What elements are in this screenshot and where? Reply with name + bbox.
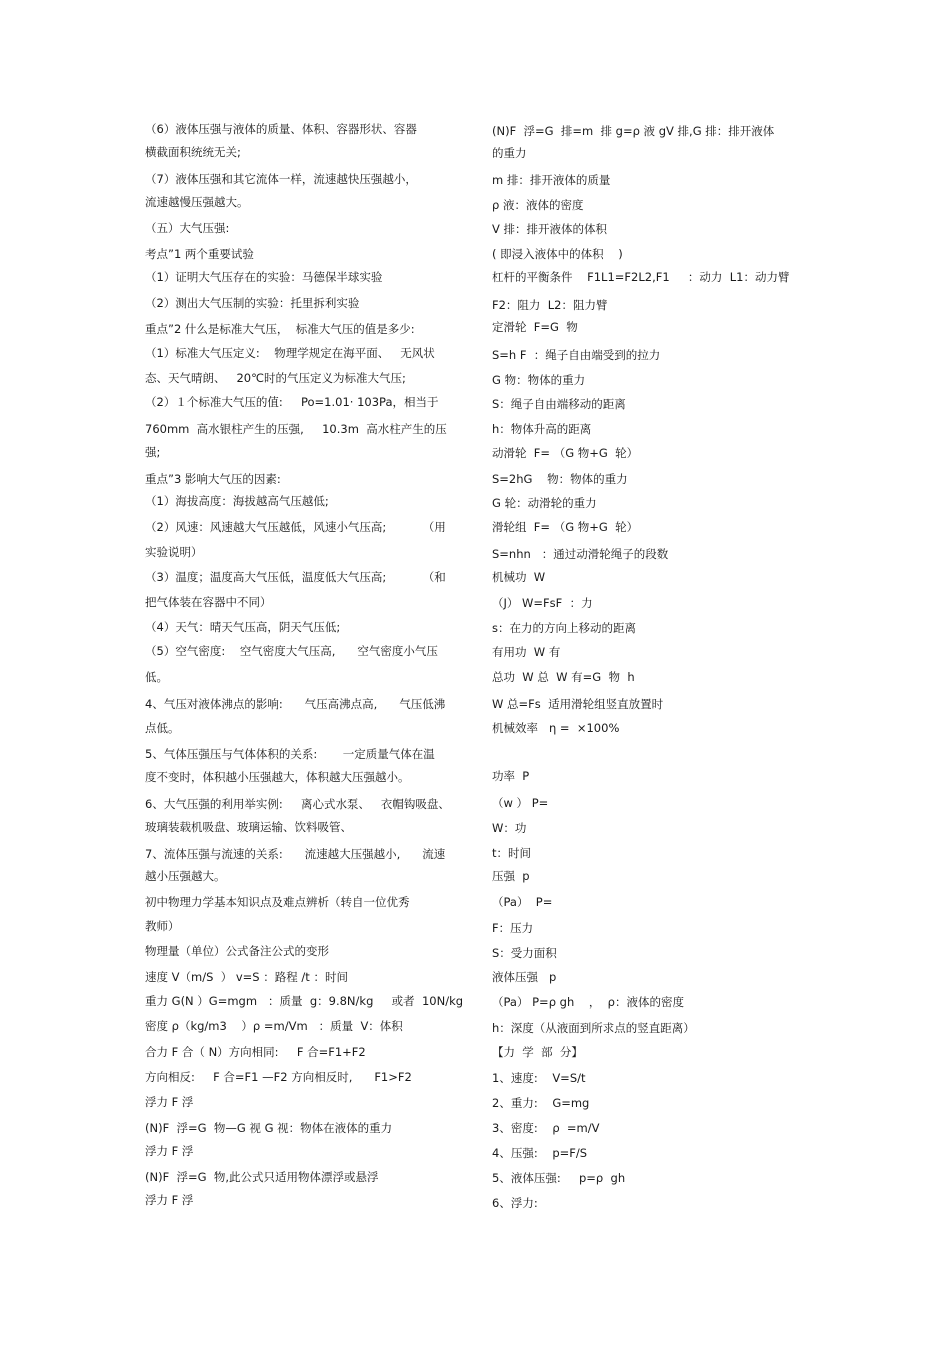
left-column-line: 把气体装在容器中不同）	[145, 595, 272, 609]
right-column-line: 压强 p	[492, 869, 530, 883]
right-column-line: 1、速度: V=S/t	[492, 1071, 586, 1085]
left-column-line: 态、天气晴朗、 20℃时的气压定义为标准大气压;	[145, 371, 406, 385]
right-column-line: 2、重力: G=mg	[492, 1096, 590, 1110]
right-column-line: 【力 学 部 分】	[492, 1045, 583, 1059]
left-column-line: 横截面积统统无关;	[145, 145, 241, 159]
right-column-line: 总功 W 总 W 有=G 物 h	[492, 670, 635, 684]
left-column-line: 4、气压对液体沸点的影响: 气压高沸点高, 气压低沸	[145, 697, 446, 711]
left-column-line: 760mm 高水银柱产生的压强, 10.3m 高水柱产生的压	[145, 422, 447, 436]
right-column-line: S：受力面积	[492, 946, 557, 960]
left-column-line: （3）温度；温度高大气压低，温度低大气压高; （和	[145, 570, 446, 584]
right-column-line: 功率 P	[492, 769, 530, 783]
left-column-line: 速度 V（m/S ） v=S ：路程 /t ：时间	[145, 970, 348, 984]
left-column-line: （1）海拔高度：海拔越高气压越低;	[145, 494, 329, 508]
right-column-line: V 排：排开液体的体积	[492, 222, 608, 236]
right-column-line: 的重力	[492, 146, 527, 160]
left-column-line: 度不变时，体积越小压强越大，体积越大压强越小。	[145, 770, 410, 784]
left-column-line: 5、气体压强压与气体体积的关系: 一定质量气体在温	[145, 747, 435, 761]
left-column-line: （五）大气压强:	[145, 221, 230, 235]
right-column-line: （J） W=FsF ：力	[492, 596, 593, 610]
left-column-line: 强;	[145, 445, 161, 459]
right-column-line: F：压力	[492, 921, 534, 935]
right-column-line: h：物体升高的距离	[492, 422, 592, 436]
left-column-line: 7、流体压强与流速的关系: 流速越大压强越小, 流速	[145, 847, 446, 861]
right-column-line: 4、压强: p=F/S	[492, 1146, 588, 1160]
right-column-line: （Pa） P=ρ gh ， ρ：液体的密度	[492, 995, 684, 1009]
right-column-line: W 总=Fs 适用滑轮组竖直放置时	[492, 697, 664, 711]
right-column-line: F2：阻力 L2：阻力臂	[492, 298, 608, 312]
left-column-line: （7）液体压强和其它流体一样，流速越快压强越小，	[145, 172, 417, 186]
right-column-line: 液体压强 p	[492, 970, 557, 984]
right-column-line: s：在力的方向上移动的距离	[492, 621, 636, 635]
right-column-line: （Pa） P=	[492, 895, 553, 909]
left-column-line: 教师）	[145, 919, 180, 933]
right-column-line: 定滑轮 F=G 物	[492, 320, 578, 334]
right-column-line: ρ 液：液体的密度	[492, 198, 584, 212]
right-column-line: t：时间	[492, 846, 532, 860]
left-column-line: （4）天气：晴天气压高，阴天气压低;	[145, 620, 341, 634]
left-column-line: （2）风速：风速越大气压越低，风速小气压高; （用	[145, 520, 446, 534]
left-column-line: 密度 ρ（kg/m3 ）ρ =m/Vm ：质量 V：体积	[145, 1019, 403, 1033]
right-column-line: 机械功 W	[492, 570, 546, 584]
right-column-line: (N)F 浮=G 排=m 排 g=ρ 液 gV 排,G 排：排开液体	[492, 124, 775, 138]
right-column-line: S=nhn ：通过动滑轮绳子的段数	[492, 547, 669, 561]
right-column-line: W：功	[492, 821, 527, 835]
left-column-line: 实验说明）	[145, 545, 203, 559]
right-column-line: 3、密度: ρ =m/V	[492, 1121, 600, 1135]
right-column-line: G 物：物体的重力	[492, 373, 586, 387]
left-column-line: 重点”2 什么是标准大气压， 标准大气压的值是多少:	[145, 322, 415, 336]
left-column-line: 重点”3 影响大气压的因素:	[145, 472, 281, 486]
right-column-line: 杠杆的平衡条件 F1L1=F2L2,F1 ：动力 L1：动力臂	[492, 270, 790, 284]
right-column-line: G 轮：动滑轮的重力	[492, 496, 597, 510]
left-column-line: 方向相反: F 合=F1 —F2 方向相反时, F1>F2	[145, 1070, 412, 1084]
right-column-line: h：深度（从液面到所求点的竖直距离）	[492, 1021, 695, 1035]
left-column-line: 初中物理力学基本知识点及难点辨析（转自一位优秀	[145, 895, 410, 909]
left-column-line: 流速越慢压强越大。	[145, 195, 249, 209]
right-column-line: ( 即浸入液体中的体积 )	[492, 247, 623, 261]
left-column-line: 浮力 F 浮	[145, 1193, 194, 1207]
right-column-line: 动滑轮 F= （G 物+G 轮）	[492, 446, 639, 460]
left-column-line: 考点”1 两个重要试验	[145, 247, 254, 261]
right-column-line: S：绳子自由端移动的距离	[492, 397, 626, 411]
left-column-line: （5）空气密度: 空气密度大气压高, 空气密度小气压	[145, 644, 438, 658]
right-column-line: 滑轮组 F= （G 物+G 轮）	[492, 520, 639, 534]
left-column-line: 合力 F 合（ N）方向相同: F 合=F1+F2	[145, 1045, 366, 1059]
left-column-line: （2）测出大气压制的实验：托里拆利实验	[145, 296, 360, 310]
left-column-line: （2）１个标准大气压的值: Po=1.01· 103Pa，相当于	[145, 395, 439, 409]
right-column-line: m 排：排开液体的质量	[492, 173, 611, 187]
left-column-line: 物理量（单位）公式备注公式的变形	[145, 944, 329, 958]
left-column-line: 重力 G(N ）G=mgm ：质量 g：9.8N/kg 或者 10N/kg	[145, 994, 464, 1008]
left-column-line: （1）证明大气压存在的实验：马德保半球实验	[145, 270, 383, 284]
left-column-line: 浮力 F 浮	[145, 1144, 194, 1158]
left-column-line: 玻璃装载机吸盘、玻璃运输、饮料吸管、	[145, 820, 352, 834]
right-column-line: S=2hG 物：物体的重力	[492, 472, 628, 486]
left-column-line: （1）标准大气压定义: 物理学规定在海平面、 无风状	[145, 346, 435, 360]
right-column-line: （w ） P=	[492, 796, 549, 810]
right-column-line: 有用功 W 有	[492, 645, 561, 659]
left-column-line: 低。	[145, 670, 168, 684]
left-column-line: 6、大气压强的利用举实例: 离心式水泵、 衣帽钩吸盘、	[145, 797, 450, 811]
left-column-line: 浮力 F 浮	[145, 1095, 194, 1109]
left-column-line: （6）液体压强与液体的质量、体积、容器形状、容器	[145, 122, 417, 136]
left-column-line: 点低。	[145, 721, 180, 735]
right-column-line: S=h F ：绳子自由端受到的拉力	[492, 348, 661, 362]
right-column-line: 5、液体压强: p=ρ gh	[492, 1171, 626, 1185]
left-column-line: (N)F 浮=G 物,此公式只适用物体漂浮或悬浮	[145, 1170, 379, 1184]
left-column-line: 越小压强越大。	[145, 869, 226, 883]
right-column-line: 6、浮力:	[492, 1196, 538, 1210]
left-column-line: (N)F 浮=G 物—G 视 G 视：物体在液体的重力	[145, 1121, 393, 1135]
right-column-line: 机械效率 η = ×100%	[492, 721, 620, 735]
